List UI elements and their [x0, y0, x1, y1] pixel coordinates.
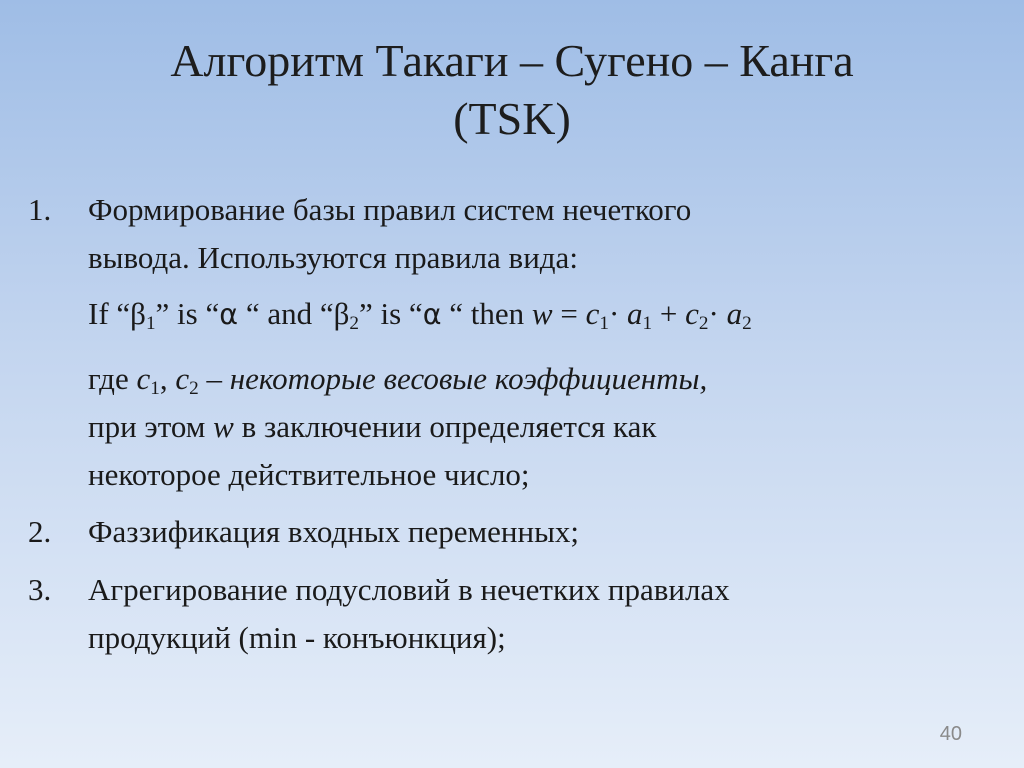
w-conclusion-line: при этом w в заключении определяется как — [88, 409, 657, 444]
item3-line-2: продукций (min - конъюнкция); — [88, 620, 506, 655]
item3-line-1: Агрегирование подусловий в нечетких правилах — [88, 572, 730, 607]
item1-line-1: Формирование базы правил систем нечеткого — [88, 192, 692, 227]
list-number-2: 2. — [28, 514, 52, 549]
list-number-3: 3. — [28, 572, 52, 607]
title-line-1: Алгоритм Такаги – Сугено – Канга — [170, 35, 854, 86]
slide-number: 40 — [939, 723, 962, 745]
title-line-2: (TSK) — [453, 93, 571, 144]
where-line: где $c_1$, $c_2$ – некоторые весовые коэффициенты, — [88, 361, 708, 399]
item2-text: Фаззификация входных переменных; — [88, 514, 580, 549]
item1-last-line: некоторое действительное число; — [88, 457, 530, 492]
slide-title — [0, 32, 1024, 148]
rule-formula: If “$\beta_1$” is “α “ and “$\beta_2$” is “α “ then $w = c_1\cdot a_1 + c_2\cdot a_2$ — [88, 296, 752, 334]
list-number-1: 1. — [28, 192, 52, 227]
item1-line-2: вывода. Используются правила вида: — [88, 240, 578, 275]
